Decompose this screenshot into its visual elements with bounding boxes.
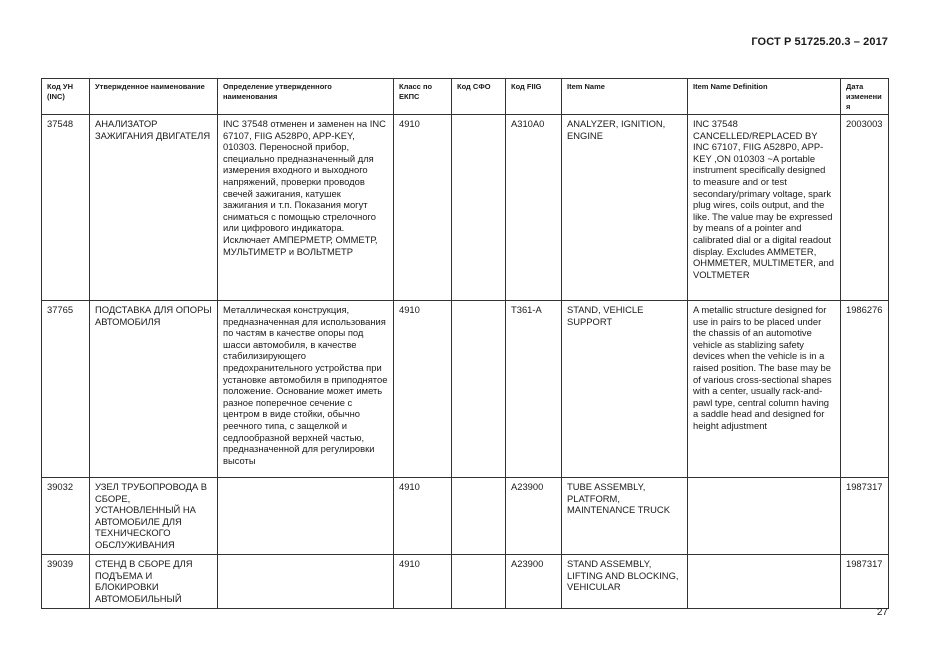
table-row [42, 555, 889, 609]
cell-definition-ru [218, 478, 394, 555]
cell-sfo [452, 115, 506, 301]
cell-item-definition [688, 555, 841, 609]
cell-ekps: 4910 [394, 555, 452, 609]
cell-item-name: STAND, VEHICLE SUPPORT [562, 301, 688, 478]
cell-ekps: 4910 [394, 115, 452, 301]
cell-name-ru: ПОДСТАВКА ДЛЯ ОПОРЫ АВТОМОБИЛЯ [90, 301, 218, 478]
cell-sfo [452, 555, 506, 609]
column-header-date: Дата изменения [841, 79, 889, 115]
column-header-name-ru: Утвержденное наименование [90, 79, 218, 115]
cell-sfo [452, 301, 506, 478]
cell-fiig: T361-A [506, 301, 562, 478]
column-header-item-name: Item Name [562, 79, 688, 115]
column-header-ekps: Класс по ЕКПС [394, 79, 452, 115]
cell-date: 1987317 [841, 478, 889, 555]
cell-inc: 39032 [42, 478, 90, 555]
cell-inc: 37548 [42, 115, 90, 301]
cell-date: 1986276 [841, 301, 889, 478]
cell-sfo [452, 478, 506, 555]
cell-fiig: A310A0 [506, 115, 562, 301]
document-title: ГОСТ Р 51725.20.3 – 2017 [751, 36, 888, 48]
cell-name-ru: СТЕНД В СБОРЕ ДЛЯ ПОДЪЕМА И БЛОКИРОВКИ АВТОМОБИЛЬНЫЙ [90, 555, 218, 609]
cell-date: 1987317 [841, 555, 889, 609]
catalog-table [41, 78, 889, 609]
table-row [42, 478, 889, 555]
cell-item-definition: INC 37548 CANCELLED/REPLACED BY INC 67107, FIIG A528P0, APP-KEY ,ON 010303 ~A portable instrument specifically designed to measure and or test secondary/primary voltage, spark plug wires, coils output, and the like. The value may be expressed by means of a pointer and calibrated dial or a digital readout display. Excludes AMMETER, OHMMETER, MULTIMETER, and VOLTMETER [688, 115, 841, 301]
cell-item-definition [688, 478, 841, 555]
column-header-fiig: Код FIIG [506, 79, 562, 115]
column-header-sfo: Код СФО [452, 79, 506, 115]
cell-item-name: STAND ASSEMBLY, LIFTING AND BLOCKING, VEHICULAR [562, 555, 688, 609]
cell-ekps: 4910 [394, 301, 452, 478]
cell-inc: 37765 [42, 301, 90, 478]
cell-fiig: A23900 [506, 478, 562, 555]
column-header-item-definition: Item Name Definition [688, 79, 841, 115]
cell-inc: 39039 [42, 555, 90, 609]
cell-name-ru: АНАЛИЗАТОР ЗАЖИГАНИЯ ДВИГАТЕЛЯ [90, 115, 218, 301]
cell-date: 2003003 [841, 115, 889, 301]
cell-definition-ru [218, 555, 394, 609]
cell-item-name: TUBE ASSEMBLY, PLATFORM, MAINTENANCE TRUCK [562, 478, 688, 555]
table-row [42, 301, 889, 478]
page-number: 27 [876, 607, 888, 618]
cell-definition-ru: Металлическая конструкция, предназначенная для использования по частям в качестве опоры под шасси автомобиля, в качестве стабилизирующего предохранительного устройства при установке автомобиля в приподнятое положение. Основание может иметь разное поперечное сечение с центром в виде стойки, обычно реечного типа, с защелкой и седлообразной верхней частью, предназначенной для регулировки высоты [218, 301, 394, 478]
table-header-row [42, 79, 889, 115]
cell-fiig: A23900 [506, 555, 562, 609]
table-row [42, 115, 889, 301]
cell-item-name: ANALYZER, IGNITION, ENGINE [562, 115, 688, 301]
column-header-definition-ru: Определение утвержденного наименования [218, 79, 394, 115]
cell-name-ru: УЗЕЛ ТРУБОПРОВОДА В СБОРЕ, УСТАНОВЛЕННЫЙ НА АВТОМОБИЛЕ ДЛЯ ТЕХНИЧЕСКОГО ОБСЛУЖИВАНИЯ [90, 478, 218, 555]
cell-ekps: 4910 [394, 478, 452, 555]
cell-definition-ru: INC 37548 отменен и заменен на INC 67107, FIIG A528P0, APP-KEY, 010303. Переносной прибор, специально предназначенный для измерения входного и выходного напряжений, проверки проводов свечей зажигания, катушек зажигания и т.п. Показания могут сниматься с помощью стрелочного или цифрового индикатора. Исключает АМПЕРМЕТР, ОММЕТР, МУЛЬТИМЕТР и ВОЛЬТМЕТР [218, 115, 394, 301]
column-header-inc: Код УН (INC) [42, 79, 90, 115]
cell-item-definition: A metallic structure designed for use in pairs to be placed under the chassis of an automotive vehicle as stablizing safety devices when the vehicle is in a raised position. The base may be of various cross-sectional shapes with a center, usually rack-and-pawl type, central column having a saddle head and designed for height adjustment [688, 301, 841, 478]
